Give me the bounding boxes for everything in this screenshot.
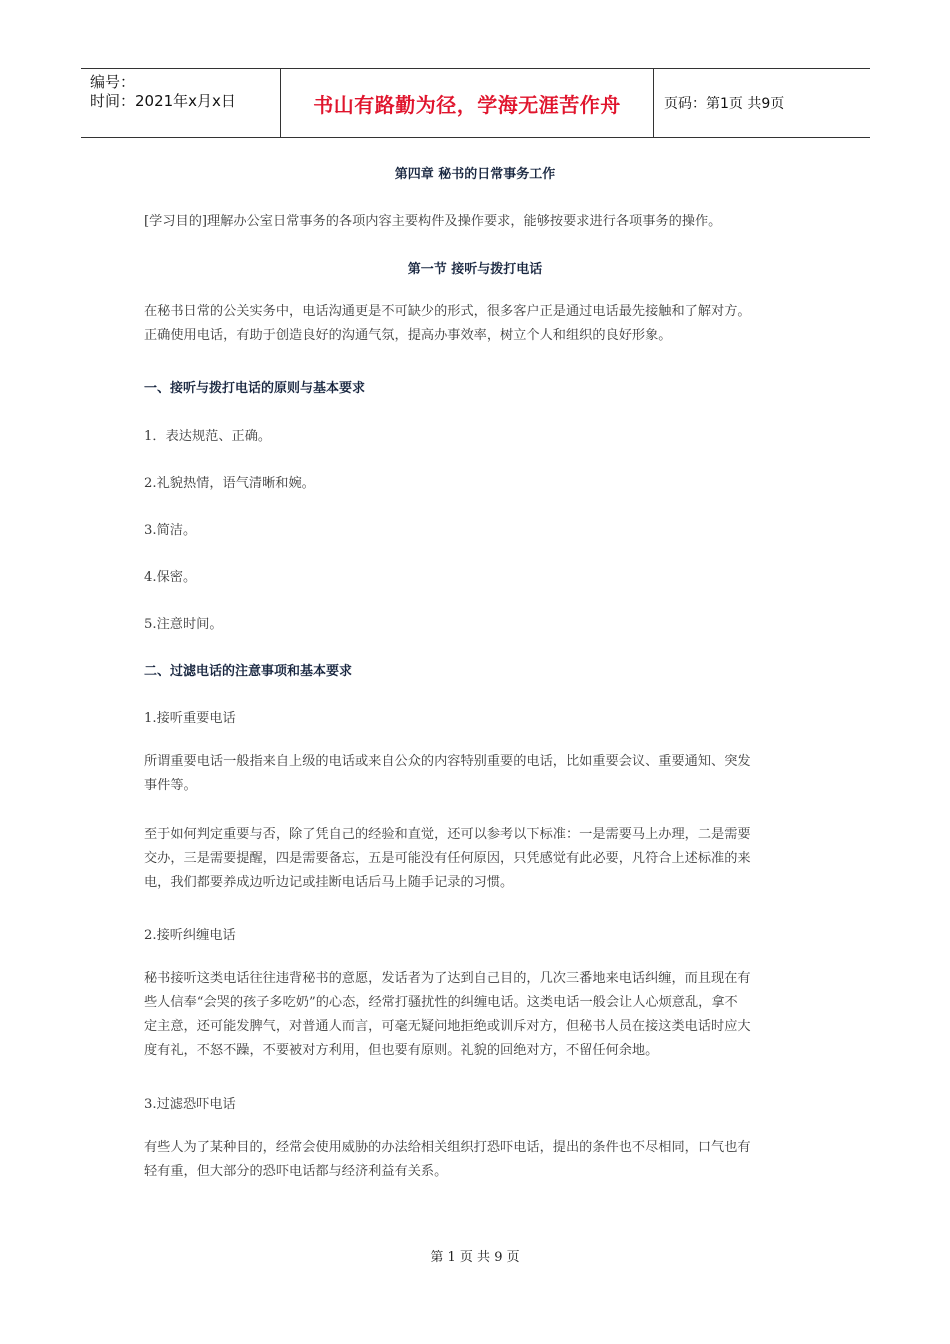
paragraph-line: 所谓重要电话一般指来自上级的电话或来自公众的内容特别重要的电话，比如重要会议、重要通知、突发 (144, 754, 751, 769)
paragraph-line: 些人信奉“会哭的孩子多吃奶”的心态，经常打骚扰性的纠缠电话。这类电话一般会让人心烦意乱，拿不 (144, 995, 738, 1010)
section-title: 第一节 接听与拨打电话 (407, 262, 543, 277)
paragraph-line: 事件等。 (144, 778, 197, 793)
chapter-title: 第四章 秘书的日常事务工作 (394, 167, 556, 182)
header-table (81, 68, 870, 138)
item-title: 2.接听纠缠电话 (144, 928, 236, 943)
number-label: 编号： (90, 73, 136, 91)
list-item: 1．表达规范、正确。 (144, 429, 272, 444)
paragraph-line: 电，我们都要养成边听边记或挂断电话后马上随手记录的习惯。 (144, 875, 514, 890)
page-info: 页码：第1页 共9页 (664, 96, 785, 112)
list-item: 5.注意时间。 (144, 617, 223, 632)
paragraph-line: 轻有重，但大部分的恐吓电话都与经济利益有关系。 (144, 1164, 448, 1179)
heading-filtering: 二、过滤电话的注意事项和基本要求 (144, 664, 353, 679)
item1-paragraph-1 (144, 750, 809, 798)
item-title: 1.接听重要电话 (144, 711, 236, 726)
paragraph-line: 度有礼，不怒不躁，不要被对方利用，但也要有原则。礼貌的回绝对方，不留任何余地。 (144, 1043, 659, 1058)
paragraph-line: 秘书接听这类电话往往违背秘书的意愿，发话者为了达到自己目的，几次三番地来电话纠缠，而且现在有 (144, 971, 751, 986)
page-footer: 第 1 页 共 9 页 (430, 1250, 520, 1265)
learning-objective: [学习目的]理解办公室日常事务的各项内容主要构件及操作要求，能够按要求进行各项事务的操作。 (144, 214, 722, 229)
paragraph-line: 至于如何判定重要与否，除了凭自己的经验和直觉，还可以参考以下标准：一是需要马上办理，二是需要 (144, 827, 751, 842)
intro-line: 正确使用电话，有助于创造良好的沟通气氛，提高办事效率，树立个人和组织的良好形象。 (144, 328, 672, 343)
time-label: 时间：2021年x月x日 (90, 92, 236, 110)
list-item: 3.简洁。 (144, 523, 197, 538)
item2-paragraph (144, 967, 809, 1063)
item1-paragraph-2 (144, 823, 809, 895)
item-title: 3.过滤恐吓电话 (144, 1097, 236, 1112)
list-item: 4.保密。 (144, 570, 197, 585)
heading-principles: 一、接听与拨打电话的原则与基本要求 (144, 381, 366, 396)
motto: 书山有路勤为径，学海无涯苦作舟 (281, 69, 654, 137)
intro-paragraph (144, 300, 809, 348)
paragraph-line: 交办，三是需要提醒，四是需要备忘，五是可能没有任何原因，只凭感觉有此必要，凡符合上述标准的来 (144, 851, 751, 866)
item3-paragraph (144, 1136, 809, 1184)
paragraph-line: 有些人为了某种目的，经常会使用威胁的办法给相关组织打恐吓电话，提出的条件也不尽相同，口气也有 (144, 1140, 751, 1155)
intro-line: 在秘书日常的公关实务中，电话沟通更是不可缺少的形式，很多客户正是通过电话最先接触和了解对方。 (144, 304, 751, 319)
paragraph-line: 定主意，还可能发脾气，对普通人而言，可毫无疑问地拒绝或训斥对方，但秘书人员在接这类电话时应大 (144, 1019, 751, 1034)
list-item: 2.礼貌热情，语气清晰和婉。 (144, 476, 315, 491)
header-meta-cell (81, 69, 281, 137)
